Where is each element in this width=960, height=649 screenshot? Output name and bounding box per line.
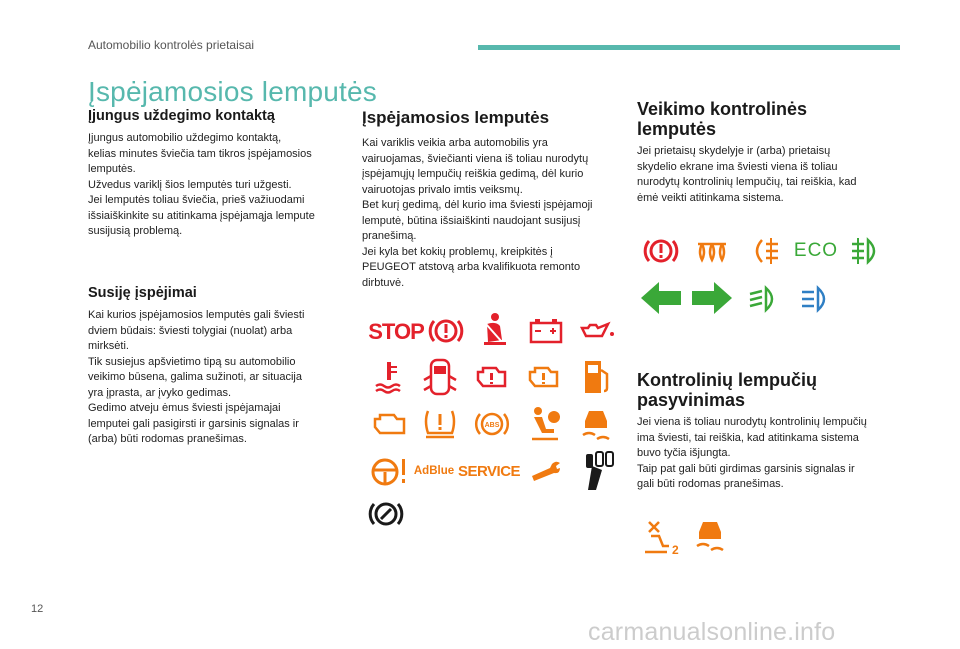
power-steering-icon: [368, 452, 408, 492]
seat-belt-icon: [474, 310, 514, 348]
svg-text:2: 2: [672, 543, 679, 557]
related-warnings-text: Kai kurios įspėjamosios lemputės gali šviesti dviem būdais: šviesti tolygiai (nuolat) arba mirksėti. Tik susiejus apšvietimo tipą su automobilio veikimo būsena, galima sužinoti, ar situacija yra įprasta, ar įvyko gedimas. Gedimo atveju ėmus šviesti įspėjamajai lemputei gali pasigirsti ir garsinis signalas ir (arba) būti rodomas pranešimas.: [88, 309, 305, 445]
related-warnings-title: Susiję įspėjimai: [88, 285, 197, 301]
brake-system-red-icon: [641, 232, 681, 270]
low-fuel-icon: [576, 356, 616, 398]
page-title: Įspėjamosios lemputės: [88, 76, 377, 107]
section-header: Automobilio kontrolės prietaisai: [88, 38, 255, 52]
engine-warning-icon: [370, 405, 410, 443]
related-warnings-section: [88, 285, 350, 448]
warning-lamps-section: [362, 108, 624, 291]
airbag-icon: [524, 403, 564, 445]
right-turn-signal-icon: [690, 278, 734, 318]
operation-lamps-title: Veikimo kontrolinės lemputės: [637, 99, 808, 139]
engine-fault-orange-icon: [524, 358, 564, 396]
abs-icon: [472, 405, 512, 443]
svg-text:ABS: ABS: [484, 422, 500, 429]
dipped-beam-icon: [744, 280, 784, 318]
deactivation-lamps-text: Jei viena iš toliau nurodytų kontrolinių lempučių ima šviesti, tai reiškia, kad atitinkama sistema buvo tyčia išjungta. Taip pat gali būti girdimas garsinis signalas ir gali būti rodomas pranešimas.: [637, 416, 867, 490]
battery-icon: [526, 312, 566, 350]
preheating-icon: [692, 232, 732, 270]
tyre-pressure-icon: [420, 403, 460, 445]
deactivation-lamps-section: [637, 370, 899, 493]
stop-icon: STOP: [368, 319, 424, 344]
airbag-off-icon: [641, 516, 681, 558]
coolant-temperature-icon: [370, 358, 410, 396]
stability-off-icon: [690, 514, 730, 558]
ignition-text: Įjungus automobilio uždegimo kontaktą, kelias minutes šviečia tam tikros įspėjamosios lemputės. Užvedus variklį šios lemputės turi užgesti. Jei lemputės toliau šviečia, prieš važiuodami išsiaiškinkite su atitinkama įspėjamąja lempute susijusią problemą.: [88, 132, 315, 237]
door-open-icon: [420, 356, 460, 398]
stability-control-icon: [576, 403, 616, 445]
left-turn-signal-icon: [639, 278, 683, 318]
foot-on-brake-icon: [578, 448, 618, 494]
main-beam-icon: [796, 280, 836, 318]
header-accent-bar: [478, 45, 900, 50]
operation-lamps-text: Jei prietaisų skydelyje ir (arba) prietaisų skydelio ekrane ima šviesti viena iš toliau nurodytų kontrolinių lempučių, tai reiškia, kad ėmė veikti atitinkama sistema.: [637, 145, 857, 204]
ignition-section: [88, 108, 350, 240]
brake-warning-icon: [426, 312, 466, 350]
oil-pressure-icon: [578, 312, 618, 350]
wrench-icon: [526, 452, 566, 492]
service-icon: SERVICE: [457, 462, 521, 480]
rear-fog-lamp-icon: [744, 232, 784, 270]
adblue-label: AdBlue: [413, 465, 455, 477]
parking-brake-icon: [366, 494, 406, 534]
warning-lamps-title: Įspėjamosios lemputės: [362, 108, 550, 127]
eco-icon: ECO: [793, 240, 839, 261]
engine-fault-red-icon: [472, 358, 512, 396]
warning-lamps-text: Kai variklis veikia arba automobilis yra vairuojamas, šviečianti viena iš toliau nurodytų įspėjamųjų lempučių reiškia gedimą, dėl kurio vairuotojas privalo imtis veiksmų. Bet kurį gedimą, dėl kurio ima šviesti įspėjamoji lemputė, būtina išsiaiškinti naudojant susijusį pranešimą. Jei kyla bet kokių problemų, kreipkitės į PEUGEOT atstovą arba kvalifikuota remonto dirbtuvė.: [362, 137, 593, 289]
front-fog-lamp-icon: [846, 232, 886, 270]
adblue-icon: [414, 454, 454, 488]
watermark: carmanualsonline.info: [588, 618, 836, 646]
operation-lamps-section: [637, 99, 899, 206]
ignition-title: Įjungus uždegimo kontaktą: [88, 108, 275, 124]
deactivation-lamps-title: Kontrolinių lempučių pasyvinimas: [637, 370, 817, 410]
page-number: 12: [31, 603, 44, 615]
